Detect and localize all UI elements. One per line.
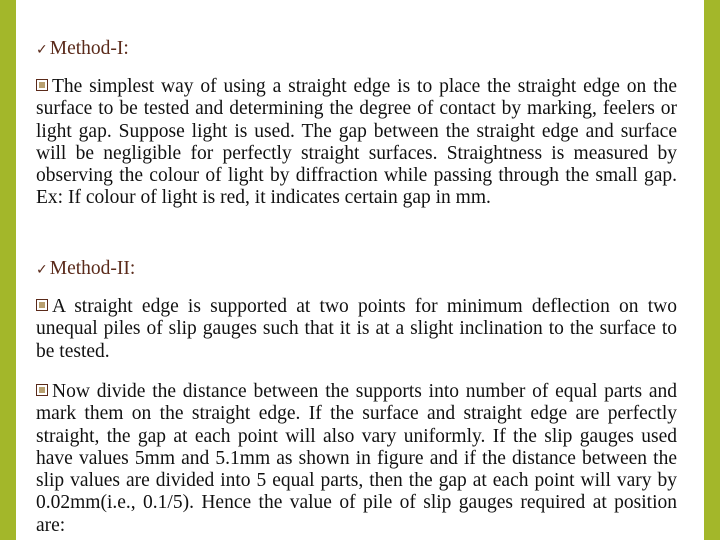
checkmark-icon: ✓: [36, 42, 48, 58]
square-bullet-icon: [36, 299, 48, 311]
method-2-paragraph-2: Now divide the distance between the supports into number of equal parts and mark them on the straight edge. If the surface and straight edge are perfectly straight, the gap at each point will also vary uniformly. If the slip gauges used have values 5mm and 5.1mm as shown in figure and if the distance between the slip values are divided into 5 equal parts, then the gap at each point will vary by 0.02mm(i.e., 0.1/5). Hence the value of pile of slip gauges required at position are:: [36, 381, 677, 536]
method-1-heading: ✓ Method-I:: [36, 38, 129, 59]
method-1-paragraph: The simplest way of using a straight edge is to place the straight edge on the surface to be tested and determining the degree of contact by marking, feelers or light gap. Suppose light is used. The gap between the straight edge and surface will be negligible for perfectly straight surfaces. Straightness is measured by observing the colour of light by diffraction while passing through the small gap. Ex: If colour of light is red, it indicates certain gap in mm.: [36, 76, 677, 209]
square-bullet-icon: [36, 384, 48, 396]
slide: [16, 0, 704, 540]
method-2-paragraph-1: A straight edge is supported at two points for minimum deflection on two unequal piles of slip gauges such that it is at a slight inclination to the surface to be tested.: [36, 296, 677, 362]
checkmark-icon: ✓: [36, 262, 48, 278]
method-2-heading: ✓ Method-II:: [36, 258, 136, 279]
square-bullet-icon: [36, 79, 48, 91]
